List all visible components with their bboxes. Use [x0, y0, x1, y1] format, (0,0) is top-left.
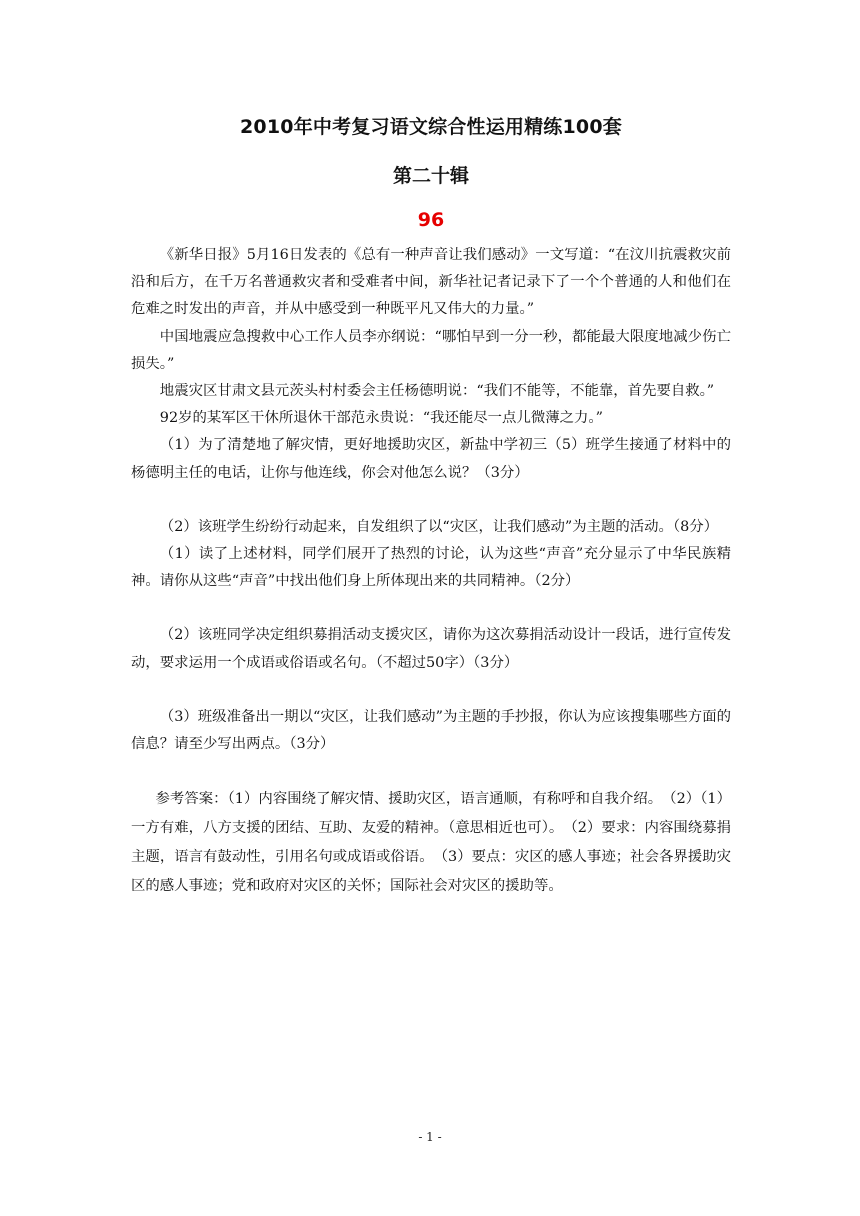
document-body [131, 242, 731, 901]
material-paragraph-2: 中国地震应急搜救中心工作人员李亦纲说：“哪怕早到一分一秒，都能最大限度地减少伤亡损失。” [131, 328, 731, 372]
answer-space [131, 595, 731, 622]
document-content [131, 108, 731, 901]
question-1: （1）为了清楚地了解灾情，更好地援助灾区，新盐中学初三（5）班学生接通了材料中的杨德明主任的电话，让你与他连线，你会对他怎么说？（3分） [131, 437, 731, 481]
answer-space [131, 758, 731, 785]
reference-answer: 参考答案：（1）内容围绕了解灾情、援助灾区，语言通顺，有称呼和自我介绍。 （2）（1）一方有难，八方支援的团结、互助、友爱的精神。（意思相近也可）。 （2）要求：内容围绕募捐主题，语言有鼓动性，引用名句或成语或俗语。 （3）要点：灾区的感人事迹；社会各界援助灾区的感人事迹；党和政府对灾区的关怀；国际社会对灾区的援助等。 [131, 791, 731, 895]
answer-space [131, 487, 731, 514]
question-2-part-2: （2）该班同学决定组织募捐活动支援灾区，请你为这次募捐活动设计一段话，进行宣传发动，要求运用一个成语或俗语或名句。（不超过50字）（3分） [131, 627, 731, 671]
answer-space [131, 677, 731, 704]
material-paragraph-1: 《新华日报》5月16日发表的《总有一种声音让我们感动》一文写道：“在汶川抗震救灾前沿和后方，在千万名普通救灾者和受难者中间，新华社记者记录下了一个个普通的人和他们在危难之时发出的声音，并从中感受到一种既平凡又伟大的力量。” [131, 247, 731, 318]
material-paragraph-3: 地震灾区甘肃文县元茨头村村委会主任杨德明说：“我们不能等，不能靠，首先要自救。” [159, 383, 715, 400]
question-2-part-1: （1）读了上述材料，同学们展开了热烈的讨论，认为这些“声音”充分显示了中华民族精神。请你从这些“声音”中找出他们身上所体现出来的共同精神。（2分） [131, 546, 731, 590]
document-title: 2010年中考复习语文综合性运用精练100套 [240, 116, 622, 138]
question-2: （2）该班学生纷纷行动起来，自发组织了以“灾区，让我们感动”为主题的活动。（8分） [159, 518, 719, 535]
document-subtitle: 第二十辑 [392, 165, 469, 187]
material-paragraph-4: 92岁的某军区干休所退休干部范永贵说：“我还能尽一点儿微薄之力。” [159, 410, 603, 427]
question-number: 96 [417, 209, 445, 231]
question-2-part-3: （3）班级准备出一期以“灾区，让我们感动”为主题的手抄报，你认为应该搜集哪些方面的信息？请至少写出两点。（3分） [131, 708, 731, 753]
page-number: - 1 - [418, 1130, 442, 1144]
